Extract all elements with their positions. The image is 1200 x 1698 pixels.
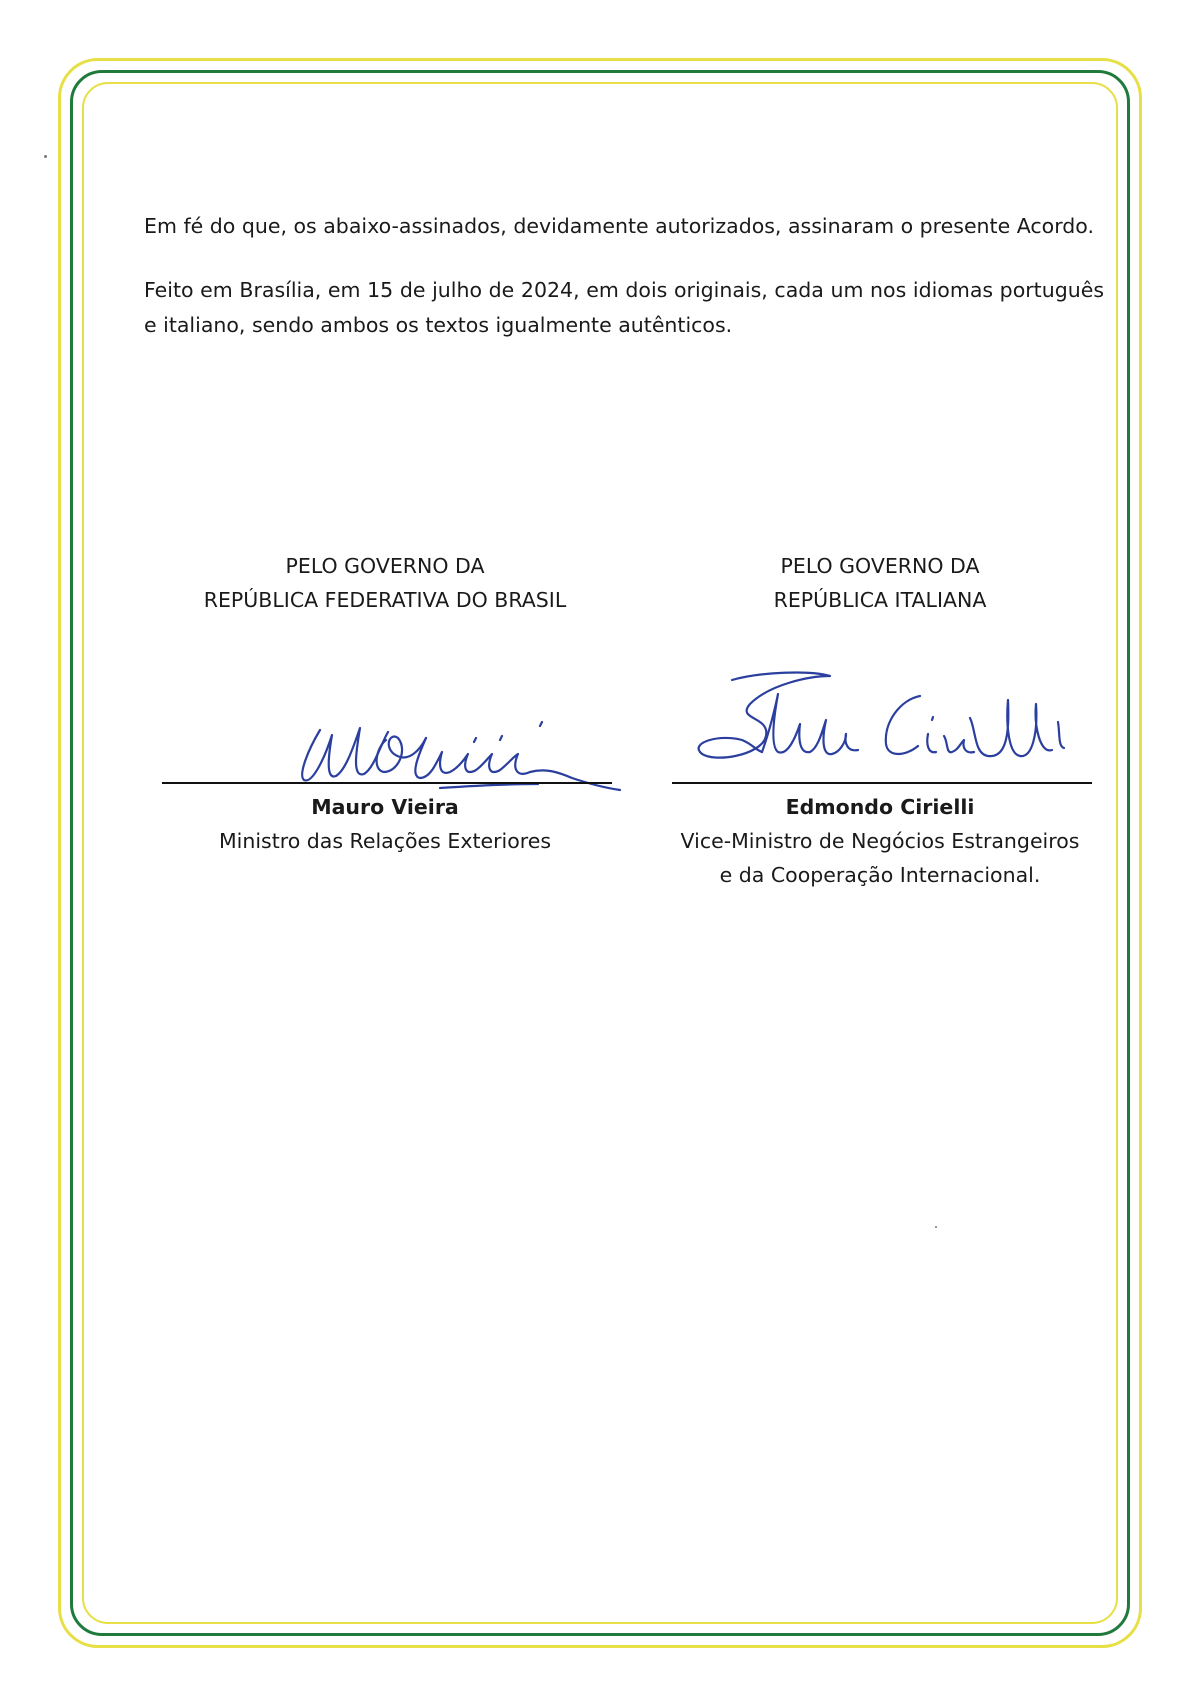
brazil-signatory xyxy=(160,790,610,858)
scan-speck xyxy=(935,1226,937,1228)
brazil-signature-line xyxy=(162,782,612,784)
italy-heading xyxy=(670,549,1090,617)
italy-signatory-title-line1: Vice-Ministro de Negócios Estrangeiros xyxy=(680,829,1080,853)
italy-heading-line1: PELO GOVERNO DA xyxy=(780,554,980,578)
italy-signatory xyxy=(670,790,1090,892)
italy-heading-line2: REPÚBLICA ITALIANA xyxy=(773,588,987,612)
scan-speck xyxy=(44,155,47,158)
brazil-signatory-name: Mauro Vieira xyxy=(311,795,459,819)
italy-signatory-title-line2: e da Cooperação Internacional. xyxy=(719,863,1041,887)
brazil-heading xyxy=(160,549,610,617)
place-date-paragraph: Feito em Brasília, em 15 de julho de 2024, em dois originais, cada um nos idiomas português e italiano, sendo ambos os textos igualmente autênticos. xyxy=(144,278,1104,337)
italy-signature-line xyxy=(672,782,1092,784)
italy-signatory-name: Edmondo Cirielli xyxy=(785,795,975,819)
brazil-signatory-title: Ministro das Relações Exteriores xyxy=(218,829,552,853)
closing-paragraph: Em fé do que, os abaixo-assinados, devidamente autorizados, assinaram o presente Acordo. xyxy=(144,214,1094,238)
brazil-heading-line2: REPÚBLICA FEDERATIVA DO BRASIL xyxy=(203,588,567,612)
brazil-heading-line1: PELO GOVERNO DA xyxy=(285,554,485,578)
italy-handwritten-signature xyxy=(670,660,1070,790)
